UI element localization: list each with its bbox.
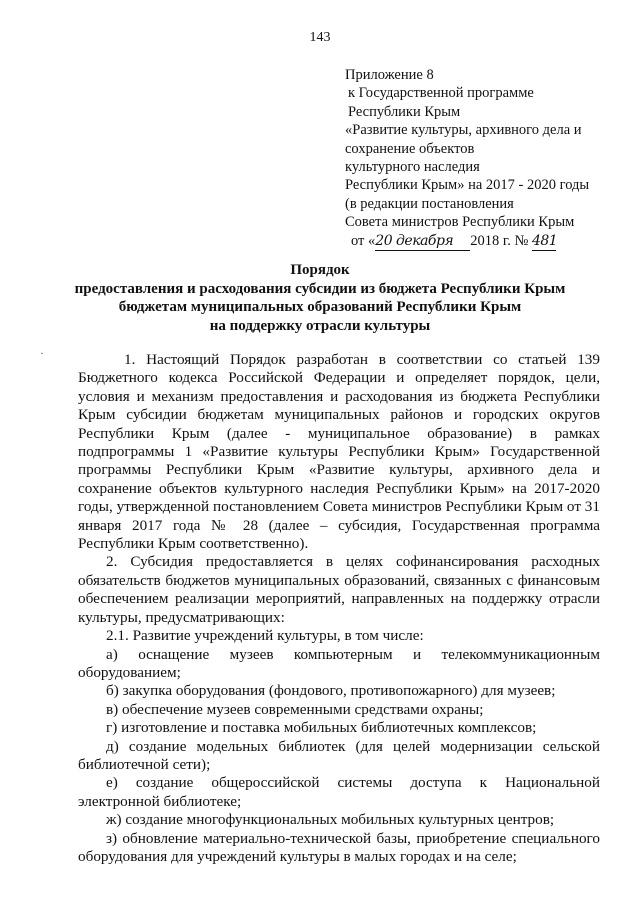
list-item-zh: ж) создание многофункциональных мобильных культурных центров; [106,811,555,829]
title-line: на поддержку отрасли культуры [209,317,431,334]
appendix-line: сохранение объектов [345,140,475,157]
list-item-b: б) закупка оборудования (фондового, противопожарного) для музеев; [106,682,556,700]
list-item-a: а) оснащение музеев компьютерным и телекоммуникационным оборудованием; [78,645,600,681]
margin-mark: · [40,346,44,360]
appendix-line: (в редакции постановления [345,195,514,212]
appendix-line: к Государственной программе [348,85,534,102]
title-line: бюджетам муниципальных образований Республики Крым [118,299,522,316]
list-item-v: в) обеспечение музеев современными средствами охраны; [106,700,484,718]
list-item-z: з) обновление материально-технической базы, приобретение специального оборудования для учреждений культуры в малых городах и на селе; [78,829,600,865]
document-body [78,351,600,866]
paragraph-2: 2. Субсидия предоставляется в целях софинансирования расходных обязательств бюджетов муниципальных образований, связанных с финансовым обеспечением реализации мероприятий, направленных на поддержку отрасли культуры, предусматривающих: [78,553,600,626]
list-item-e: е) создание общероссийской системы доступа к Национальной электронной библиотеке; [78,774,600,810]
appendix-line: Республики Крым» на 2017 - 2020 годы [345,177,590,194]
title-heading: Порядок [290,262,350,278]
appendix-line: «Развитие культуры, архивного дела и [345,122,582,139]
appendix-title: Приложение 8 [345,67,434,83]
paragraph-1: 1. Настоящий Порядок разработан в соответствии со статьей 139 Бюджетного кодекса Российской Федерации и определяет порядок, цели, условия и механизм предоставления и расходования из бюджета Республики Крым субсидии бюджетам муниципальных районов и городских округов Республики Крым (далее - муниципальное образование) в рамках подпрограммы 1 «Развитие культуры Республики Крым» Государственной программы Республики Крым «Развитие культуры, архивного дела и сохранение объектов культурного наследия Республики Крым» на 2017-2020 годы, утвержденной постановлением Совета министров Республики Крым от 31 января 2017 года № 28 (далее – субсидия, Государственная программа Республики Крым соответственно). [78,351,600,553]
date-prefix: от « [351,232,376,249]
paragraph-2-1: 2.1. Развитие учреждений культуры, в том числе: [106,627,424,645]
date-year: 2018 г. № [470,232,529,249]
appendix-line: Республики Крым [348,103,461,120]
appendix-line: культурного наследия [345,159,480,176]
page-number: 143 [309,30,331,45]
decree-date-line [345,232,635,251]
title-line: предоставления и расходования субсидии из бюджета Республики Крым [74,280,566,297]
list-item-g: г) изготовление и поставка мобильных библиотечных комплексов; [106,719,537,737]
appendix-header [345,66,635,251]
appendix-line: Совета министров Республики Крым [345,214,575,231]
handwritten-date: 20 декабря [375,232,470,251]
handwritten-number: 481 [532,232,556,251]
document-title [0,261,640,335]
list-item-d: д) создание модельных библиотек (для целей модернизации сельской библиотечной сети); [78,737,600,773]
